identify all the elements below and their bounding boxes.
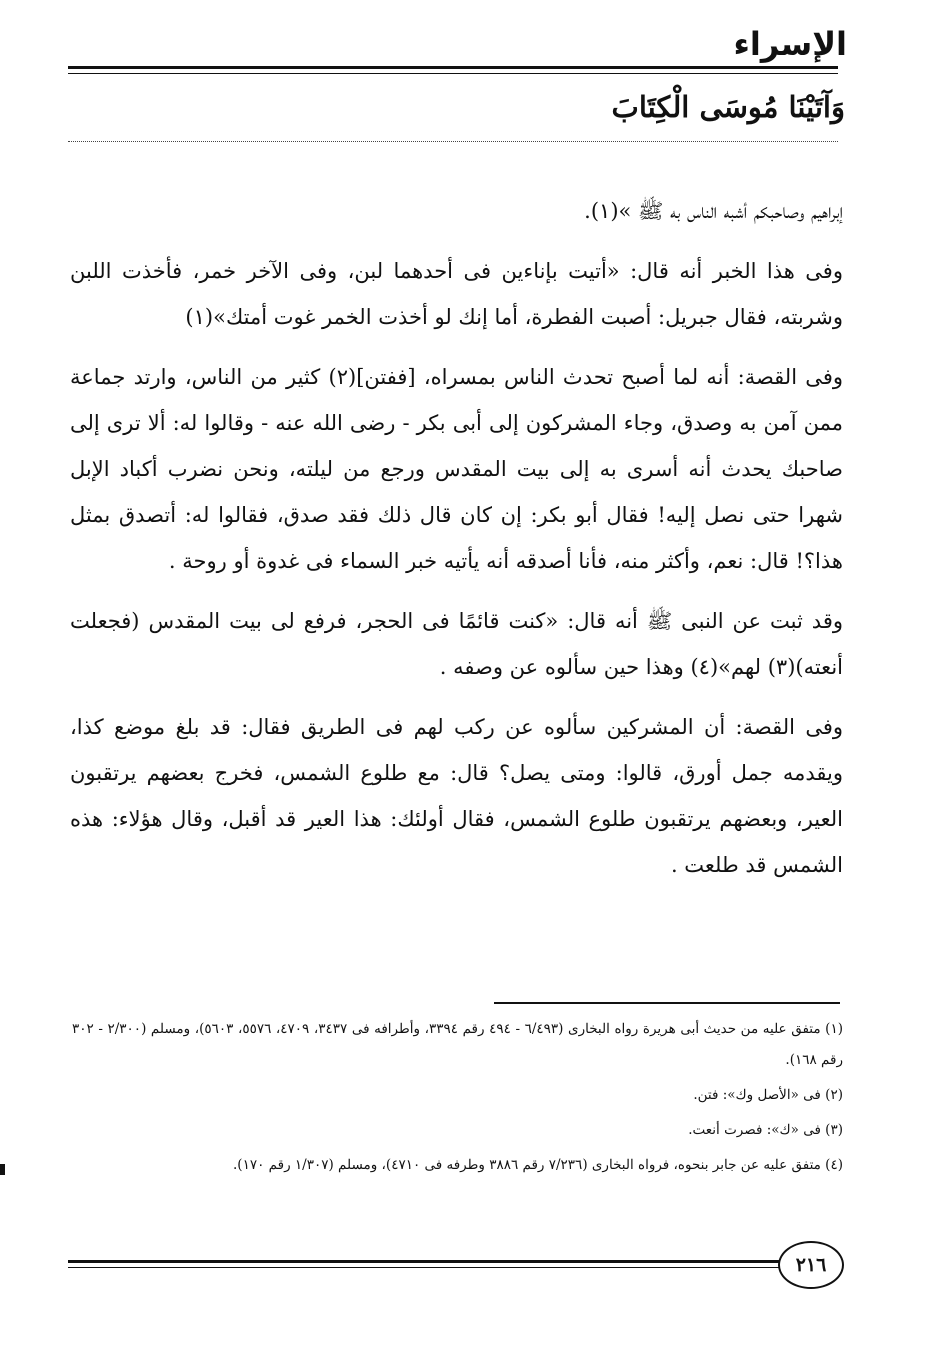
footnote: (٤) متفق عليه عن جابر بنحوه، فرواه البخارى (٧/٢٣٦ رقم ٣٨٨٦ وطرفه فى ٤٧١٠)، ومسلم (١/٣٠٧ رقم ١٧٠).	[233, 1157, 843, 1173]
paragraph: وفى هذا الخبر أنه قال: «أتيت بإناءين فى أحدهما لبن، وفى الآخر خمر، فأخذت اللبن وشربته، فقال جبريل: أصبت الفطرة، أما إنك لو أخذت الخمر غوت أمتك»(١)	[70, 259, 843, 329]
footnote: (٢) فى «الأصل وك»: فتن.	[693, 1087, 843, 1103]
header-rule-thick	[68, 66, 838, 69]
footer-rule-thin	[68, 1267, 780, 1268]
scan-edge-mark	[0, 1164, 5, 1175]
header-rule-thin	[68, 73, 838, 74]
footer-rule-thick	[68, 1260, 780, 1263]
footnotes	[72, 1014, 843, 1185]
section-subtitle: وَآتَيْنَا مُوسَى الْكِتَابَ	[611, 90, 845, 124]
page-number: ٢١٦	[778, 1241, 844, 1289]
main-text	[70, 188, 843, 902]
paragraph: إبراهيم وصاحبكم أشبه الناس به ﷺ »(١).	[584, 199, 843, 223]
paragraph: وفى القصة: أنه لما أصبح تحدث الناس بمسراه، [ففتن](٢) كثير من الناس، وارتد جماعة ممن آمن به وصدق، وجاء المشركون إلى أبى بكر - رضى الله عنه - وقالوا له: ألا ترى إلى صاحبك يحدث أنه أسرى به إلى بيت المقدس ورجع من ليلته، ونحن نضرب أكباد الإبل شهرا حتى نصل إليه! فقال أبو بكر: إن كان قال ذلك فقد صدق، فقالوا له: أتصدق بمثل هذا؟! قال: نعم، وأكثر منه، فأنا أصدقه أنه يأتيه خبر السماء فى غدوة أو روحة .	[70, 365, 843, 573]
footnote: (٣) فى «ك»: فصرت أنعت.	[688, 1122, 843, 1138]
footnote-separator	[494, 1002, 840, 1004]
paragraph: وفى القصة: أن المشركين سألوه عن ركب لهم فى الطريق فقال: قد بلغ موضع كذا، ويقدمه جمل أورق، قالوا: ومتى يصل؟ قال: مع طلوع الشمس، فخرج بعضهم يرتقبون العير، وبعضهم يرتقبون طلوع الشمس، فقال أولئك: هذا العير قد أقبل، وقال هؤلاء: هذه الشمس قد طلعت .	[70, 715, 843, 877]
running-header-title: الإسراء	[733, 25, 847, 63]
paragraph: وقد ثبت عن النبى ﷺ أنه قال: «كنت قائمًا فى الحجر، فرفع لى بيت المقدس (فجعلت أنعته)(٣) لهم»(٤) وهذا حين سألوه عن وصفه .	[70, 609, 843, 679]
footnote: (١) متفق عليه من حديث أبى هريرة رواه البخارى (٦/٤٩٣ - ٤٩٤ رقم ٣٣٩٤، وأطرافه فى ٣٤٣٧، ٤٧٠٩، ٥٥٧٦، ٥٦٠٣)، ومسلم (٢/٣٠٠ - ٣٠٢ رقم ١٦٨).	[72, 1021, 843, 1068]
subtitle-dotted-rule	[68, 141, 838, 142]
